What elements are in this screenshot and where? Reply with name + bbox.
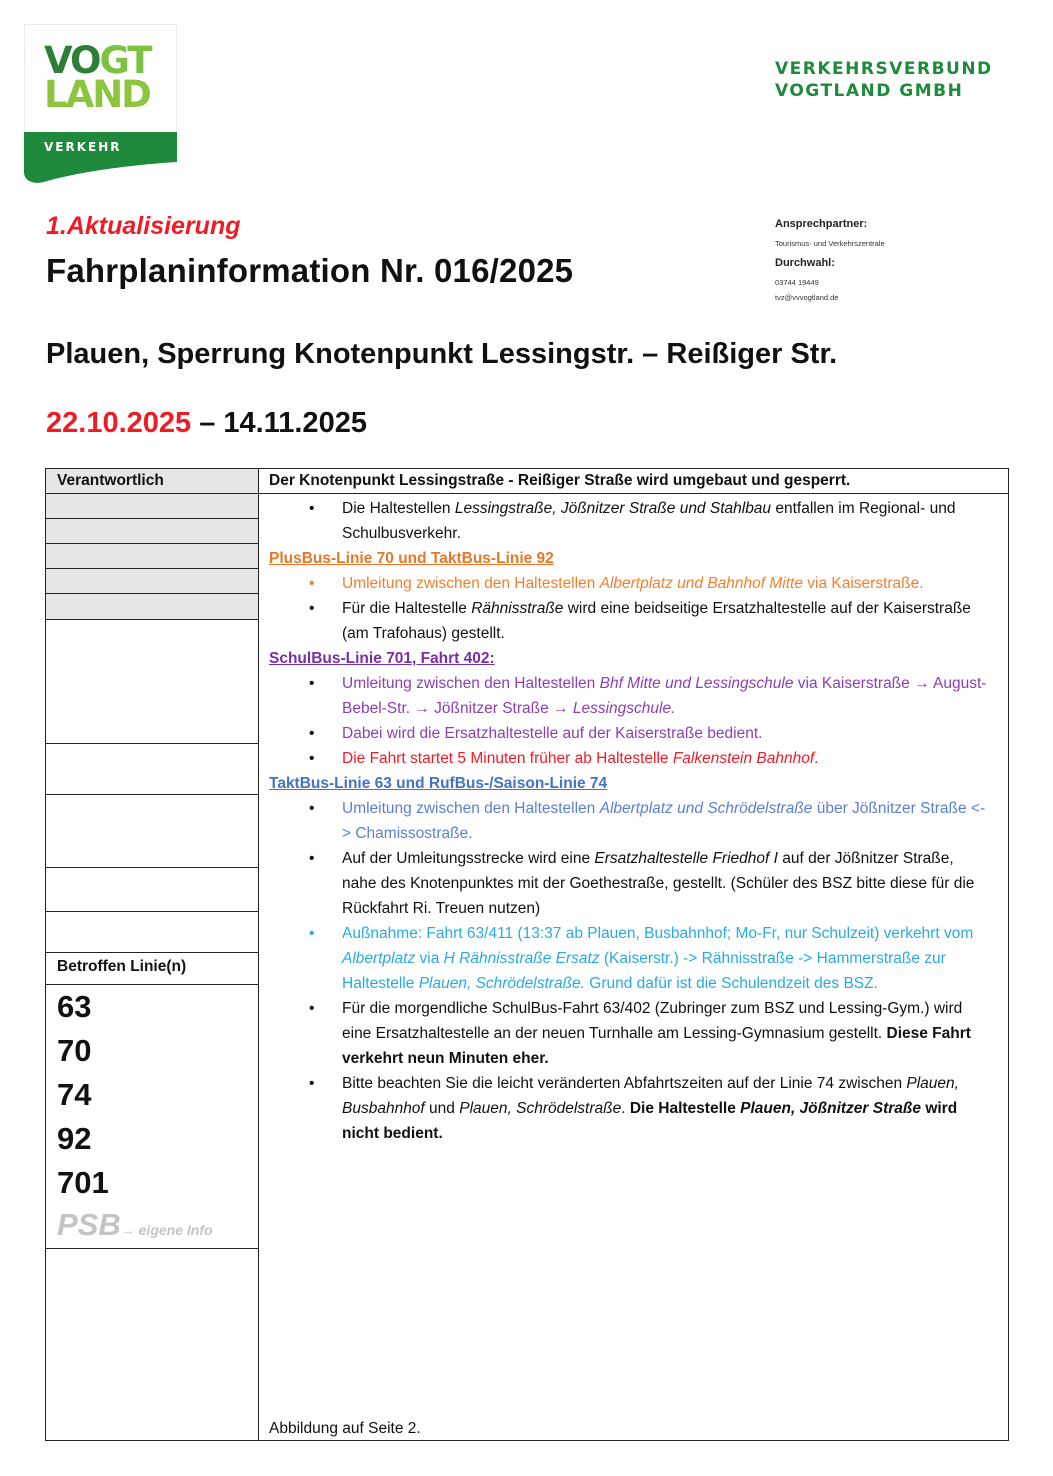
responsible-row [46, 594, 258, 620]
affected-lines-list [57, 985, 109, 1205]
info-table [45, 468, 1009, 1441]
closure-header: Der Knotenpunkt Lessingstraße - Reißiger Straße wird umgebaut und gesperrt. [259, 469, 1008, 494]
section-list-70-92 [269, 571, 1008, 646]
figure-reference: Abbildung auf Seite 2. [269, 1420, 421, 1437]
section-heading-line-70-92: PlusBus-Linie 70 und TaktBus-Linie 92 [269, 550, 554, 567]
section-list-701 [269, 671, 1008, 771]
responsible-row [46, 494, 258, 519]
empty-cell [46, 912, 258, 953]
line-number: 701 [57, 1165, 109, 1200]
list-item: • Umleitung zwischen den Haltestellen Albertplatz und Schrödelstraße über Jößnitzer Straße <-> Chamissostraße. [269, 796, 1008, 846]
list-item: • Für die Haltestelle Rähnisstraße wird eine beidseitige Ersatzhaltestelle auf der Kaiserstraße (am Trafohaus) gestellt. [269, 596, 1008, 646]
phone-label: Durchwahl: [775, 257, 835, 269]
responsible-row [46, 569, 258, 594]
list-item: • Die Haltestellen Lessingstraße, Jößnitzer Straße und Stahlbau entfallen im Regional- und Schulbusverkehr. [269, 496, 1008, 546]
empty-cell [46, 744, 258, 795]
list-item: • Umleitung zwischen den Haltestellen Bhf Mitte und Lessingschule via Kaiserstraße → August-Bebel-Str. → Jößnitzer Straße → Lessingschule. [269, 671, 1008, 721]
contact-label: Ansprechpartner: [775, 218, 868, 230]
list-item: • Die Fahrt startet 5 Minuten früher ab Haltestelle Falkenstein Bahnhof. [269, 746, 1008, 771]
left-column [46, 469, 259, 1440]
line-number: 70 [57, 1033, 92, 1068]
logo-band-text: VERKEHR [44, 140, 122, 154]
empty-cell [46, 620, 258, 744]
responsible-row [46, 544, 258, 569]
date-range [46, 407, 367, 440]
vogtland-verkehr-logo [24, 24, 177, 184]
list-item: • Dabei wird die Ersatzhaltestelle auf der Kaiserstraße bedient. [269, 721, 1008, 746]
list-item: • Für die morgendliche SchulBus-Fahrt 63/402 (Zubringer zum BSZ und Lessing-Gym.) wird eine Ersatzhaltestelle an der neuen Turnhalle am Lessing-Gymnasium gestellt. Diese Fahrt verkehrt neun Minuten eher. [269, 996, 1008, 1071]
update-label: 1.Aktualisierung [46, 212, 241, 240]
list-item: • Umleitung zwischen den Haltestellen Albertplatz und Bahnhof Mitte via Kaiserstraße. [269, 571, 1008, 596]
logo-word-land: LAND [44, 73, 150, 116]
phone-number: 03744 19449 [775, 278, 819, 287]
date-end: 14.11.2025 [223, 407, 367, 439]
responsible-header: Verantwortlich [46, 469, 258, 494]
section-heading-line-63-74: TaktBus-Linie 63 und RufBus-/Saison-Linie 74 [269, 775, 608, 792]
email-link[interactable]: tvz@vvvogtland.de [775, 293, 839, 302]
arrow-right-icon: → [120, 1222, 135, 1238]
line-number: 63 [57, 989, 92, 1024]
intro-list [269, 496, 1008, 546]
list-item: • Auf der Umleitungsstrecke wird eine Ersatzhaltestelle Friedhof I auf der Jößnitzer Straße, nahe des Knotenpunktes mit der Goethestraße, gestellt. (Schüler des BSZ bitte diese für die Rückfahrt Ri. Treuen nutzen) [269, 846, 1008, 921]
psb-note: PSB→ eigene Info [57, 1207, 213, 1242]
right-column [259, 469, 1008, 1440]
responsible-row [46, 519, 258, 544]
page-subtitle: Plauen, Sperrung Knotenpunkt Lessingstr. – Reißiger Str. [46, 338, 838, 370]
empty-cell [46, 795, 258, 868]
list-item: • Bitte beachten Sie die leicht veränderten Abfahrtszeiten auf der Linie 74 zwischen Plauen, Busbahnhof und Plauen, Schrödelstraße. Die Haltestelle Plauen, Jößnitzer Straße wird nicht bedient. [269, 1071, 1008, 1146]
date-start: 22.10.2025 [46, 407, 192, 439]
company-name: VERKEHRSVERBUND VOGTLAND GMBH [775, 59, 993, 101]
line-number: 92 [57, 1121, 92, 1156]
line-number: 74 [57, 1077, 92, 1112]
closure-details [259, 494, 1008, 1146]
affected-lines-header: Betroffen Linie(n) [46, 953, 258, 985]
contact-value: Tourismus- und Verkehrszentrale [775, 239, 885, 248]
logo-word-vogt: VOGT [44, 39, 151, 82]
list-item: • Außnahme: Fahrt 63/411 (13:37 ab Plauen, Busbahnhof; Mo-Fr, nur Schulzeit) verkehrt vom Albertplatz via H Rähnisstraße Ersatz (Kaiserstr.) -> Rähnisstraße -> Hammerstraße zur Haltestelle Plauen, Schrödelstraße. Grund dafür ist die Schulendzeit des BSZ. [269, 921, 1008, 996]
date-separator: – [191, 407, 224, 439]
empty-cell [46, 868, 258, 912]
section-list-63-74 [269, 796, 1008, 1146]
section-heading-line-701: SchulBus-Linie 701, Fahrt 402: [269, 650, 495, 667]
page-title: Fahrplaninformation Nr. 016/2025 [46, 252, 574, 289]
contact-info [775, 218, 885, 302]
